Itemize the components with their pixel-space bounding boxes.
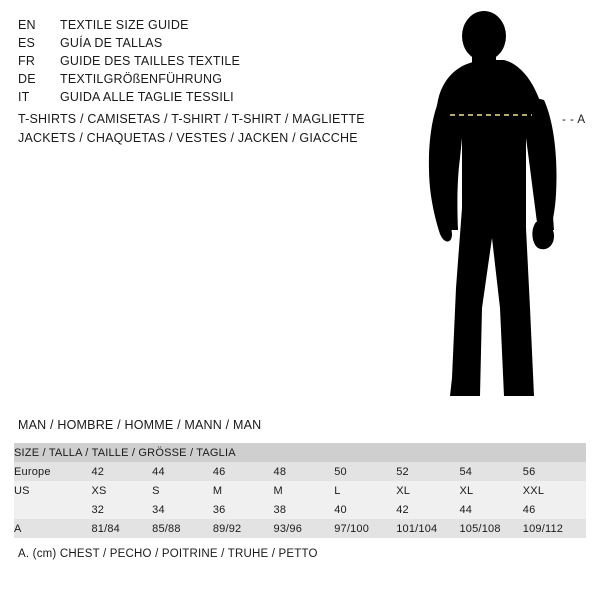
row-cell: 38 bbox=[274, 500, 335, 519]
table-row bbox=[14, 519, 586, 538]
category-line-tshirts: T-SHIRTS / CAMISETAS / T-SHIRT / T-SHIRT / MAGLIETTE bbox=[18, 112, 365, 126]
category-block bbox=[18, 110, 365, 148]
man-silhouette-figure bbox=[400, 8, 600, 408]
language-row bbox=[18, 16, 398, 34]
row-cell: 34 bbox=[152, 500, 213, 519]
table-row bbox=[14, 500, 586, 519]
row-cell: 50 bbox=[334, 462, 396, 481]
row-cell: 52 bbox=[396, 462, 459, 481]
language-text: GUIDA ALLE TAGLIE TESSILI bbox=[60, 90, 234, 104]
language-code: ES bbox=[18, 36, 36, 50]
language-text: TEXTILE SIZE GUIDE bbox=[60, 18, 189, 32]
row-cell: 42 bbox=[396, 500, 459, 519]
language-text: GUIDE DES TAILLES TEXTILE bbox=[60, 54, 241, 68]
language-text: TEXTILGRÖßENFÜHRUNG bbox=[60, 72, 223, 86]
row-cell: 46 bbox=[523, 500, 586, 519]
row-cell: M bbox=[213, 481, 274, 500]
row-label: A bbox=[14, 519, 91, 538]
row-cell: M bbox=[274, 481, 335, 500]
row-cell: 89/92 bbox=[213, 519, 274, 538]
table-header-row bbox=[14, 443, 586, 462]
measure-label-a: - - A bbox=[562, 114, 586, 126]
row-cell: 54 bbox=[459, 462, 522, 481]
silhouette-svg bbox=[400, 8, 600, 408]
footnote-chest: A. (cm) CHEST / PECHO / POITRINE / TRUHE / PETTO bbox=[18, 548, 318, 560]
table-title: MAN / HOMBRE / HOMME / MANN / MAN bbox=[18, 418, 262, 432]
row-cell: 48 bbox=[274, 462, 335, 481]
size-table bbox=[14, 443, 586, 538]
language-row bbox=[18, 88, 398, 106]
row-label: US bbox=[14, 481, 91, 500]
row-cell: 32 bbox=[91, 500, 152, 519]
language-code: IT bbox=[18, 90, 30, 104]
language-code: DE bbox=[18, 72, 36, 86]
row-cell: 46 bbox=[213, 462, 274, 481]
language-row bbox=[18, 52, 398, 70]
language-text: GUÍA DE TALLAS bbox=[60, 36, 163, 50]
table-header-label: SIZE / TALLA / TAILLE / GRÖSSE / TAGLIA bbox=[14, 443, 586, 462]
row-cell: 36 bbox=[213, 500, 274, 519]
row-cell: XXL bbox=[523, 481, 586, 500]
row-cell: 97/100 bbox=[334, 519, 396, 538]
row-cell: 44 bbox=[459, 500, 522, 519]
row-cell: 105/108 bbox=[459, 519, 522, 538]
row-cell: XL bbox=[396, 481, 459, 500]
language-row bbox=[18, 34, 398, 52]
category-line-jackets: JACKETS / CHAQUETAS / VESTES / JACKEN / GIACCHE bbox=[18, 131, 358, 145]
row-cell: 40 bbox=[334, 500, 396, 519]
table-row bbox=[14, 462, 586, 481]
language-code: EN bbox=[18, 18, 36, 32]
row-cell: XL bbox=[459, 481, 522, 500]
row-cell: S bbox=[152, 481, 213, 500]
row-cell: 85/88 bbox=[152, 519, 213, 538]
row-cell: L bbox=[334, 481, 396, 500]
row-cell: 101/104 bbox=[396, 519, 459, 538]
row-cell: 81/84 bbox=[91, 519, 152, 538]
row-cell: XS bbox=[91, 481, 152, 500]
language-code: FR bbox=[18, 54, 36, 68]
language-row bbox=[18, 70, 398, 88]
language-header-block bbox=[18, 16, 398, 106]
row-cell: 109/112 bbox=[523, 519, 586, 538]
row-label bbox=[14, 500, 91, 519]
table-row bbox=[14, 481, 586, 500]
row-label: Europe bbox=[14, 462, 91, 481]
row-cell: 56 bbox=[523, 462, 586, 481]
row-cell: 44 bbox=[152, 462, 213, 481]
row-cell: 42 bbox=[91, 462, 152, 481]
row-cell: 93/96 bbox=[274, 519, 335, 538]
